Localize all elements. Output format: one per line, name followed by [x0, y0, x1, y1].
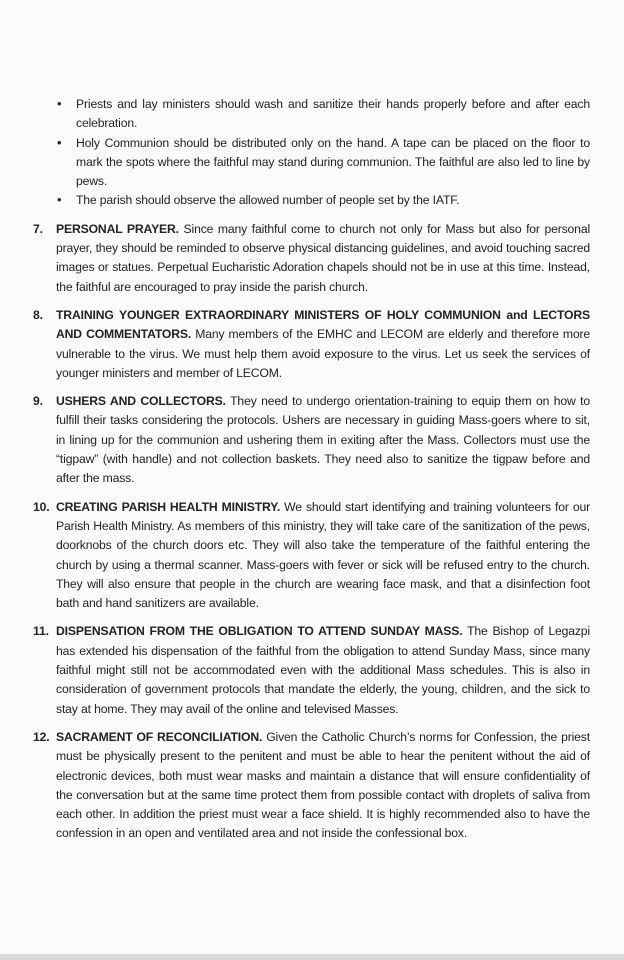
list-item-9	[33, 392, 590, 488]
bullet-icon: •	[57, 134, 62, 150]
bullet-text: The parish should observe the allowed number of people set by the IATF.	[76, 193, 460, 208]
bullet-list	[0, 95, 590, 211]
list-item-12	[33, 728, 590, 844]
item-number: 8.	[33, 307, 43, 322]
item-title: CREATING PARISH HEALTH MINISTRY.	[56, 499, 281, 514]
item-text: The Bishop of Legazpi has extended his dispensation of the faithful from the obligation to attend Sunday Mass, since many faithful might still not be accommodated even with the additional Mass schedules. This is also in consideration of government protocols that mandate the elderly, the young, children, and the sick to stay at home. They may avail of the online and televised Masses.	[56, 624, 590, 716]
bullet-item	[57, 95, 590, 134]
item-text: They need to undergo orientation-training to equip them on how to fulfill their tasks considering the protocols. Ushers are necessary in guiding Mass-goers where to sit, in lining up for the communion and ushering them in exiting after the Mass. Collectors must use the “tigpaw” (with handle) and not collection baskets. They need also to sanitize the tigpaw before and after the mass.	[56, 394, 591, 486]
bullet-text: Priests and lay ministers should wash and sanitize their hands properly before and after each celebration.	[76, 97, 590, 131]
numbered-list	[0, 220, 624, 844]
item-text: We should start identifying and training volunteers for our Parish Health Ministry. As members of this ministry, they will take care of the sanitization of the pews, doorknobs of the church doors etc. They will also take the temperature of the faithful entering the church by using a thermal scanner. Mass-goers with fever or sick will be refused entry to the church. They will also ensure that people in the church are wearing face mask, and that a disinfection foot bath and hand sanitizers are available.	[56, 499, 590, 611]
bullet-text: Holy Communion should be distributed only on the hand. A tape can be placed on the floor to mark the spots where the faithful may stand during communion. The faithful are also led to line by pews.	[76, 135, 590, 189]
bullet-item	[57, 191, 590, 210]
item-number: 9.	[33, 394, 43, 409]
item-text: Given the Catholic Church’s norms for Confession, the priest must be physically present to the penitent and must be able to hear the penitent without the aid of electronic devices, both must wear masks and maintain a distance that will ensure confidentiality of the conversation but at the same time protect them from possible contact with droplets of saliva from each other. In addition the priest must wear a face shield. It is highly recommended also to have the confession in an open and ventilated area and not inside the confessional box.	[56, 729, 590, 841]
bullet-icon: •	[57, 96, 62, 111]
list-item-8	[33, 306, 590, 383]
page-edge	[0, 954, 624, 960]
bullet-item	[57, 134, 590, 192]
item-number: 7.	[33, 221, 43, 236]
document-page	[0, 95, 624, 853]
item-title: DISPENSATION FROM THE OBLIGATION TO ATTEND SUNDAY MASS.	[56, 624, 463, 639]
list-item-10	[33, 498, 590, 614]
item-title: SACRAMENT OF RECONCILIATION.	[56, 729, 263, 744]
item-number: 12.	[33, 729, 50, 744]
list-item-11	[33, 622, 590, 718]
item-title: USHERS AND COLLECTORS.	[56, 394, 226, 409]
item-text: Many members of the EMHC and LECOM are elderly and therefore more vulnerable to the virus. We must help them avoid exposure to the virus. Let us seek the services of younger ministers and member of LECOM.	[56, 327, 590, 380]
item-text: Since many faithful come to church not only for Mass but also for personal prayer, they should be reminded to observe physical distancing guidelines, and avoid touching sacred images or statues. Perpetual Eucharistic Adoration chapels should not be in use at this time. Instead, the faithful are encouraged to pray inside the parish church.	[56, 221, 590, 294]
item-number: 11.	[33, 624, 49, 639]
item-number: 10.	[33, 499, 50, 514]
item-title: TRAINING YOUNGER EXTRAORDINARY MINISTERS OF HOLY COMMUNION and LECTORS AND COMMENTATORS.	[56, 307, 590, 342]
item-title: PERSONAL PRAYER.	[56, 221, 179, 236]
bullet-icon: •	[57, 192, 62, 208]
list-item-7	[33, 220, 590, 297]
